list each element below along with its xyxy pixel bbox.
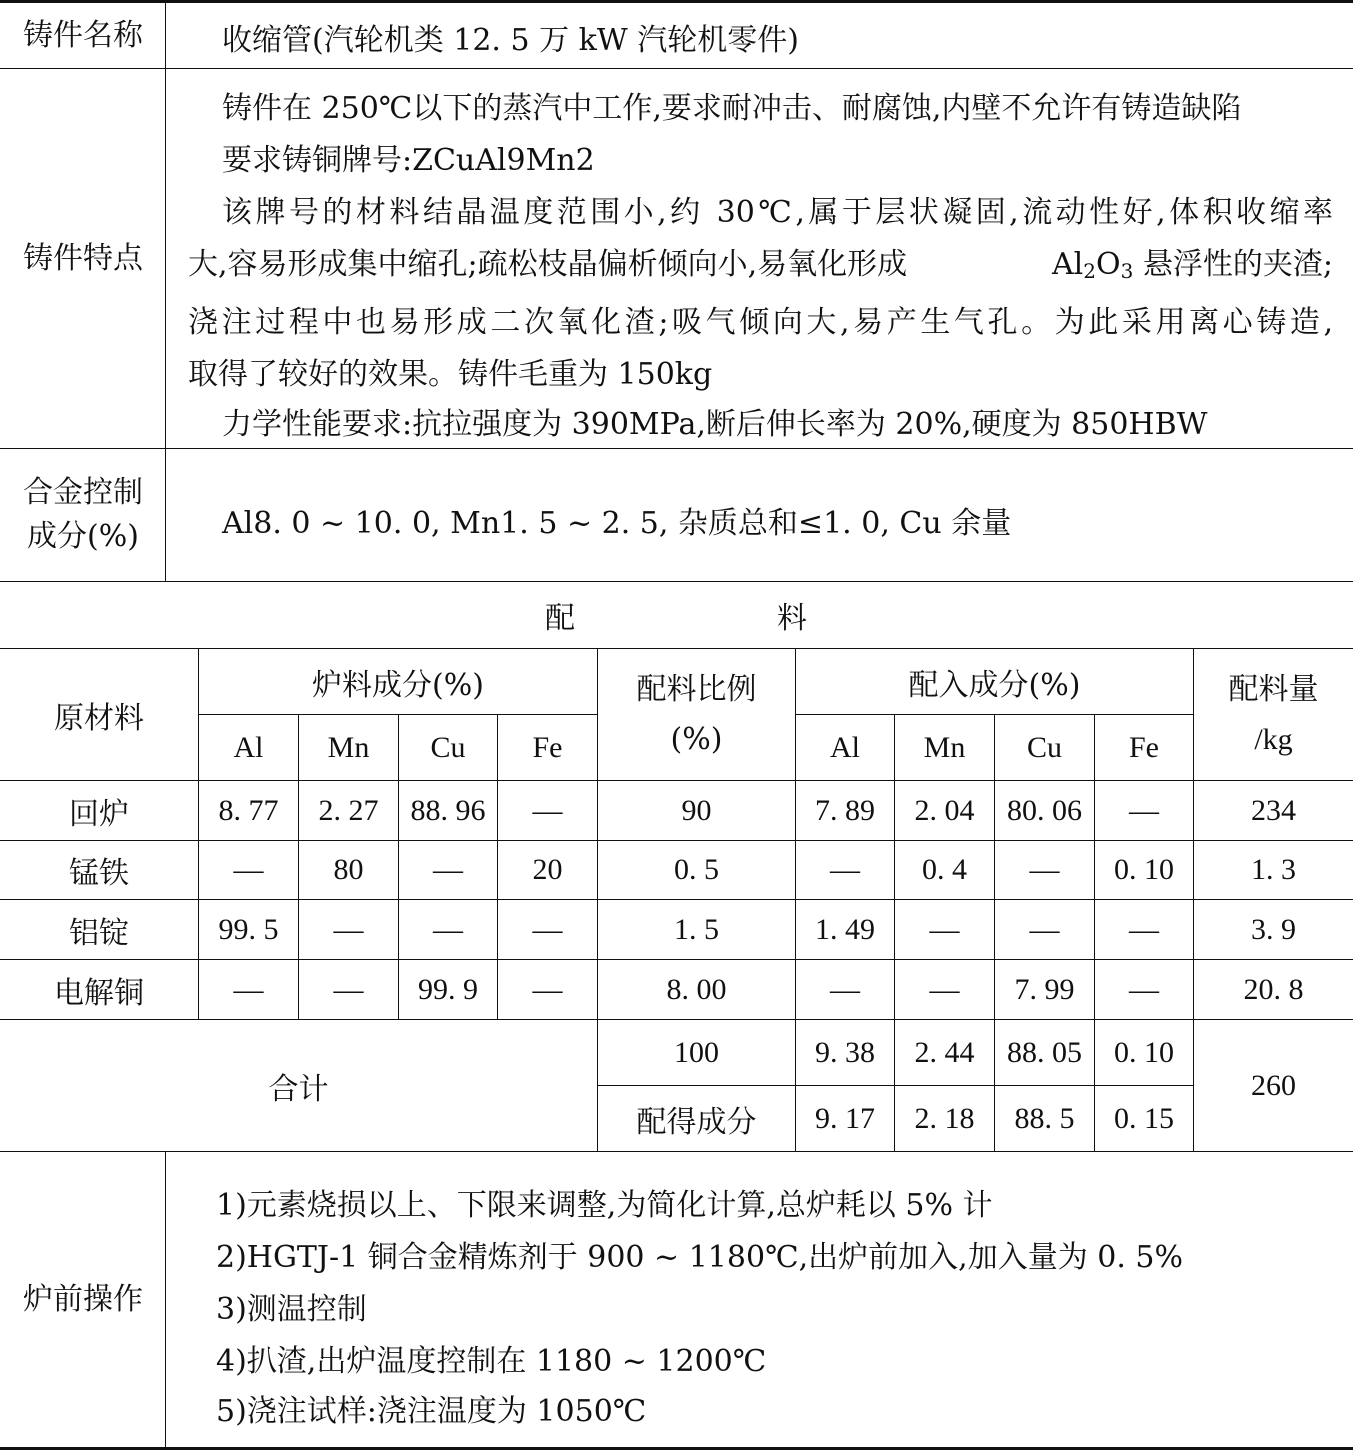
row-4-charge-fe: —	[532, 972, 563, 1006]
row-4-material: 电解铜	[54, 975, 144, 1011]
formula-o-sub: 3	[1120, 259, 1134, 283]
header-amount: 配料量 /kg	[1228, 671, 1319, 756]
row-4-added-al: —	[830, 972, 860, 1006]
formula-o: O	[1096, 247, 1121, 282]
total-added-cu: 88. 05	[1007, 1035, 1082, 1069]
row-4-added-cu: 7. 99	[1014, 972, 1075, 1006]
header-charge-al: Al	[233, 730, 264, 764]
row-3-charge-cu: —	[433, 912, 463, 946]
row-1-charge-mn: 2. 27	[318, 793, 379, 827]
row-3-added-al: 1. 49	[815, 912, 875, 946]
operation-item: 4)扒渣,出炉温度控制在 1180 ~ 1200℃	[216, 1344, 767, 1379]
operation-item: 3)测温控制	[216, 1292, 367, 1327]
row-1-material: 回炉	[69, 796, 129, 832]
row-1-added-al: 7. 89	[815, 793, 875, 827]
row-2-charge-cu: —	[433, 853, 463, 886]
header-added-composition: 配入成分(%)	[908, 667, 1081, 703]
features-line-7: 力学性能要求:抗拉强度为 390MPa,断后伸长率为 20%,硬度为 850HBW	[222, 407, 1208, 442]
header-raw-material: 原材料	[54, 700, 144, 736]
features-line-2: 要求铸铜牌号:ZCuAl9Mn2	[222, 143, 595, 178]
alumina-formula	[1052, 239, 1333, 283]
features-line-4-after: 悬浮性的夹渣;	[1133, 247, 1333, 282]
features-line-6: 取得了较好的效果。铸件毛重为 150kg	[188, 357, 713, 392]
features-line-3: 该牌号的材料结晶温度范围小,约 30℃,属于层状凝固,流动性好,体积收缩率	[222, 195, 1333, 230]
row-2-ratio: 0. 5	[674, 853, 719, 886]
total-added-al: 9. 38	[815, 1035, 875, 1069]
row-2-added-cu: —	[1029, 853, 1060, 886]
row-4-ratio: 8. 00	[666, 972, 727, 1006]
header-charge-mn: Mn	[327, 730, 370, 764]
casting-name-label: 铸件名称	[23, 17, 143, 53]
row-4-added-fe: —	[1129, 972, 1159, 1006]
formula-al: Al	[1052, 247, 1084, 282]
row-3-added-mn: —	[929, 912, 960, 946]
row-3-added-cu: —	[1029, 912, 1060, 946]
operation-item: 1)元素烧损以上、下限来调整,为简化计算,总炉耗以 5% 计	[216, 1188, 993, 1223]
header-added-fe: Fe	[1129, 730, 1159, 764]
features-line-5: 浇注过程中也易形成二次氧化渣;吸气倾向大,易产生气孔。为此采用离心铸造,	[188, 305, 1333, 340]
header-charge-composition: 炉料成分(%)	[312, 667, 484, 703]
alloy-composition-label: 合金控制 成分(%)	[23, 475, 143, 554]
header-charge-cu: Cu	[430, 730, 466, 764]
row-4-added-mn: —	[929, 972, 960, 1006]
row-1-charge-fe: —	[532, 793, 563, 827]
rule-after-name	[0, 68, 1353, 69]
row-4-amount: 20. 8	[1243, 972, 1304, 1006]
alloy-composition-value: Al8. 0 ~ 10. 0, Mn1. 5 ~ 2. 5, 杂质总和≤1. 0, Cu 余量	[222, 506, 1012, 541]
total-ratio: 100	[674, 1035, 719, 1069]
features-line-4-before: 大,容易形成集中缩孔;疏松枝晶偏析倾向小,易氧化形成	[188, 247, 908, 282]
row-1-added-cu: 80. 06	[1007, 793, 1082, 827]
obtained-al: 9. 17	[815, 1101, 875, 1135]
row-2-amount: 1. 3	[1251, 853, 1296, 886]
row-3-charge-al: 99. 5	[218, 912, 279, 946]
total-added-fe: 0. 10	[1114, 1035, 1174, 1069]
row-4-charge-mn: —	[333, 972, 364, 1006]
total-added-mn: 2. 44	[914, 1035, 975, 1069]
obtained-label: 配得成分	[636, 1104, 757, 1140]
row-2-charge-mn: 80	[333, 853, 364, 886]
operation-item: 2)HGTJ-1 铜合金精炼剂于 900 ~ 1180℃,出炉前加入,加入量为 0. 5%	[216, 1240, 1183, 1275]
features-line-1: 铸件在 250℃以下的蒸汽中工作,要求耐冲击、耐腐蚀,内壁不允许有铸造缺陷	[222, 91, 1242, 126]
row-1-charge-cu: 88. 96	[410, 793, 486, 827]
obtained-mn: 2. 18	[914, 1101, 975, 1135]
row-2-material: 锰铁	[69, 856, 129, 891]
row-1-ratio: 90	[681, 793, 712, 827]
header-added-al: Al	[830, 730, 860, 764]
header-added-mn: Mn	[923, 730, 966, 764]
casting-features-label: 铸件特点	[23, 240, 143, 276]
row-3-material: 铝锭	[69, 915, 129, 951]
header-ratio: 配料比例 (%)	[636, 671, 757, 757]
header-charge-fe: Fe	[532, 730, 563, 764]
row-3-added-fe: —	[1129, 912, 1159, 946]
row-2-added-al: —	[830, 853, 860, 886]
total-amount: 260	[1251, 1068, 1296, 1102]
row-1-charge-al: 8. 77	[218, 793, 279, 827]
row-3-ratio: 1. 5	[674, 912, 719, 946]
row-1-added-mn: 2. 04	[914, 793, 975, 827]
batching-title-right: 料	[777, 601, 807, 636]
rule-after-features	[0, 448, 1353, 449]
obtained-cu: 88. 5	[1014, 1101, 1075, 1135]
row-2-charge-al: —	[233, 853, 264, 886]
row-3-charge-mn: —	[333, 912, 364, 946]
total-label: 合计	[268, 1071, 329, 1107]
header-added-cu: Cu	[1026, 730, 1062, 764]
casting-name-value: 收缩管(汽轮机类 12. 5 万 kW 汽轮机零件)	[222, 23, 799, 58]
row-3-charge-fe: —	[532, 912, 563, 946]
row-2-added-fe: 0. 10	[1114, 853, 1174, 886]
top-rule	[0, 0, 1353, 3]
row-2-charge-fe: 20	[532, 853, 563, 886]
row-4-charge-al: —	[233, 972, 264, 1006]
furnace-operations-label: 炉前操作	[23, 1281, 143, 1317]
row-2-added-mn: 0. 4	[922, 853, 967, 886]
obtained-fe: 0. 15	[1114, 1101, 1174, 1135]
row-4-charge-cu: 99. 9	[418, 972, 478, 1006]
formula-al-sub: 2	[1083, 259, 1096, 283]
operation-item: 5)浇注试样:浇注温度为 1050℃	[216, 1394, 647, 1429]
rule-after-total	[0, 1151, 1353, 1152]
row-1-added-fe: —	[1129, 793, 1159, 827]
bottom-rule	[0, 1447, 1353, 1450]
row-3-amount: 3. 9	[1251, 912, 1296, 946]
row-1-amount: 234	[1251, 793, 1296, 827]
batching-title-left: 配	[545, 601, 575, 636]
features-line-4	[188, 239, 1333, 283]
rule-after-composition	[0, 581, 1353, 582]
